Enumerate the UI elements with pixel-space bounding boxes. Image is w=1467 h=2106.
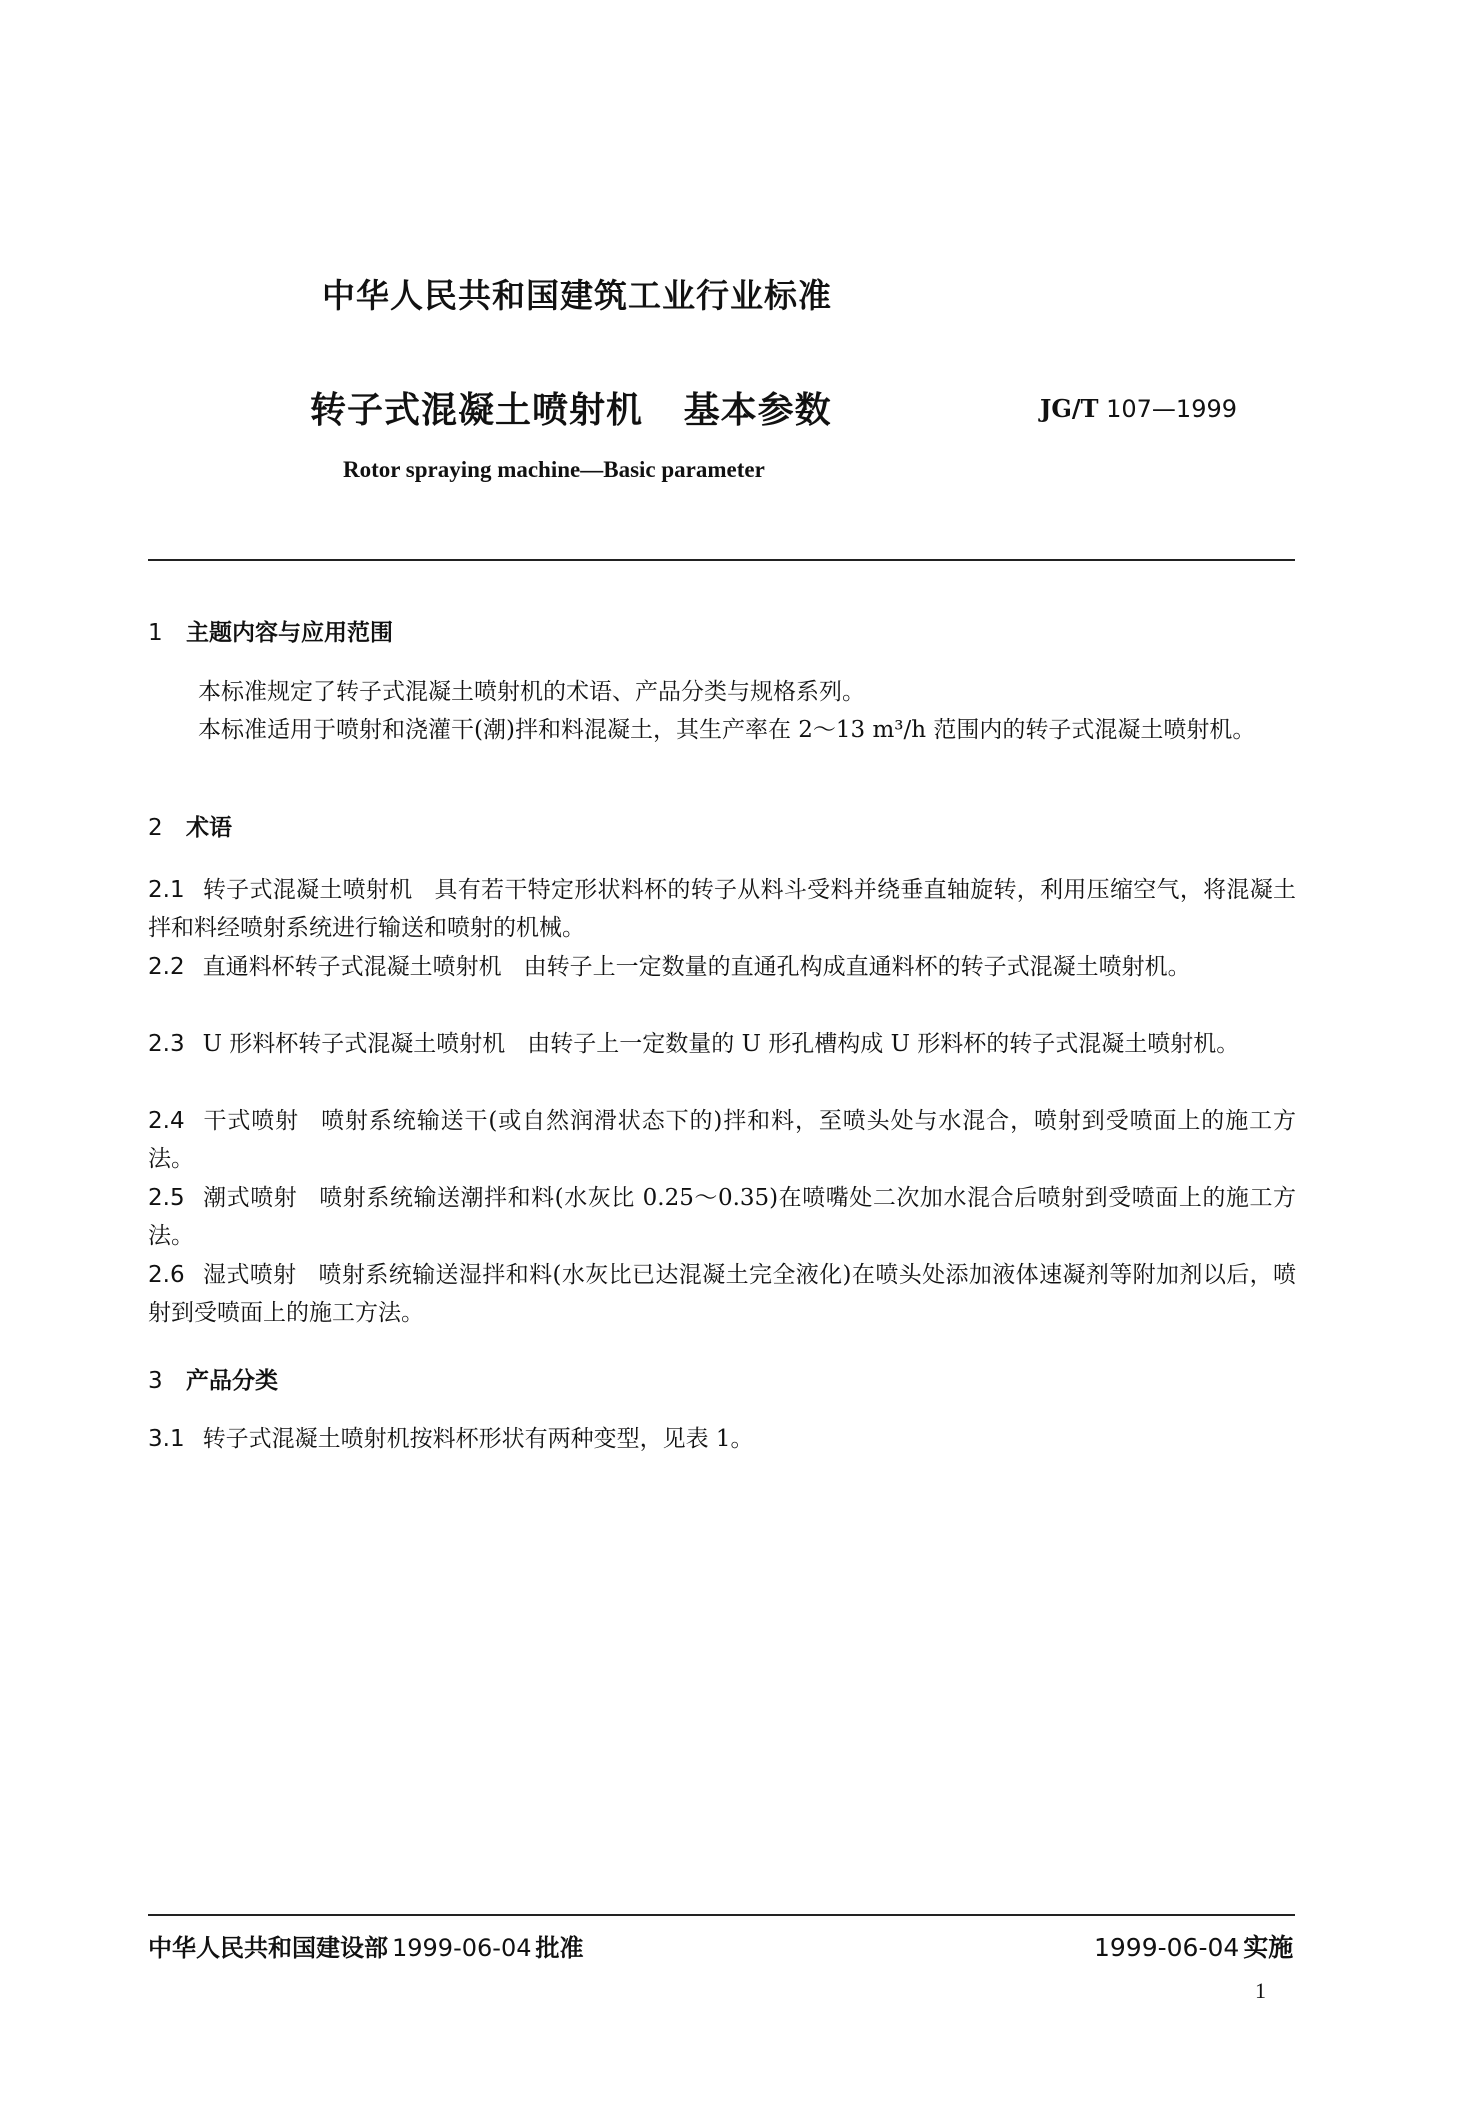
section-title: 主题内容与应用范围	[186, 620, 393, 646]
section-heading	[148, 614, 393, 647]
section-title: 术语	[186, 815, 232, 841]
term-definition	[148, 948, 1296, 986]
document-title-cn: 转子式混凝土喷射机 基本参数	[310, 390, 832, 431]
effective-label: 实施	[1243, 1933, 1294, 1962]
section-heading	[148, 1362, 278, 1395]
section-number: 2	[148, 815, 163, 841]
section-title: 产品分类	[186, 1368, 278, 1394]
term-number: 2.5	[148, 1185, 185, 1211]
term-text: 喷射系统输送干(或自然润滑状态下的)拌和料，至喷头处与水混合，喷射到受喷面上的施工方法。	[148, 1108, 1297, 1172]
code-prefix: JG/T	[1040, 394, 1099, 423]
approve-date: 1999-06-04	[392, 1934, 532, 1962]
approve-organization: 中华人民共和国建设部	[148, 1934, 388, 1962]
standard-organization: 中华人民共和国建筑工业行业标准	[322, 276, 832, 315]
term-definition	[148, 1256, 1296, 1332]
term-number: 2.3	[148, 1031, 185, 1057]
term-number: 2.1	[148, 877, 185, 903]
section-number: 3	[148, 1368, 163, 1394]
paragraph: 本标准规定了转子式混凝土喷射机的术语、产品分类与规格系列。	[198, 679, 865, 705]
term-name: 潮式喷射	[202, 1185, 298, 1211]
term-text: 由转子上一定数量的直通孔构成直通料杯的转子式混凝土喷射机。	[523, 954, 1191, 980]
paragraph: 本标准适用于喷射和浇灌干(潮)拌和料混凝土，其生产率在 2～13 m³/h 范围内的转子式混凝土喷射机。	[198, 717, 1256, 743]
section-number: 1	[148, 620, 163, 646]
term-definition	[148, 1025, 1296, 1063]
document-title-en: Rotor spraying machine—Basic parameter	[343, 457, 765, 482]
term-name: 转子式混凝土喷射机	[202, 877, 413, 903]
term-definition	[148, 1102, 1296, 1178]
term-text: 由转子上一定数量的 U 形孔槽构成 U 形料杯的转子式混凝土喷射机。	[527, 1031, 1240, 1057]
effective-date: 1999-06-04	[1094, 1933, 1240, 1962]
section-heading	[148, 809, 232, 842]
document-code	[1040, 394, 1237, 423]
term-name: 干式喷射	[202, 1108, 300, 1134]
term-text: 喷射系统输送湿拌和料(水灰比已达混凝土完全液化)在喷头处添加液体速凝剂等附加剂以后，喷射到受喷面上的施工方法。	[148, 1262, 1296, 1326]
term-name: 湿式喷射	[202, 1262, 297, 1288]
term-number: 2.4	[148, 1108, 185, 1134]
term-text: 转子式混凝土喷射机按料杯形状有两种变型，见表 1。	[202, 1426, 754, 1452]
term-text: 喷射系统输送潮拌和料(水灰比 0.25～0.35)在喷嘴处二次加水混合后喷射到受喷面上的施工方法。	[148, 1185, 1296, 1249]
header-divider	[148, 559, 1295, 561]
footer-divider	[148, 1914, 1295, 1916]
term-number: 2.6	[148, 1262, 185, 1288]
term-definition	[148, 871, 1296, 947]
term-definition	[148, 1179, 1296, 1255]
code-number: 107—1999	[1106, 395, 1238, 423]
term-text: 具有若干特定形状料杯的转子从料斗受料并绕垂直轴旋转，利用压缩空气，将混凝土拌和料经喷射系统进行输送和喷射的机械。	[148, 877, 1297, 941]
term-name: 直通料杯转子式混凝土喷射机	[202, 954, 502, 980]
page-number: 1	[1255, 1978, 1266, 2003]
term-number: 2.2	[148, 954, 185, 980]
approve-label: 批准	[535, 1934, 584, 1962]
approval-line	[148, 1928, 583, 1963]
term-number: 3.1	[148, 1426, 185, 1452]
effective-line	[1090, 1928, 1293, 1964]
term-name: U 形料杯转子式混凝土喷射机	[202, 1031, 506, 1057]
term-definition	[148, 1420, 1296, 1458]
